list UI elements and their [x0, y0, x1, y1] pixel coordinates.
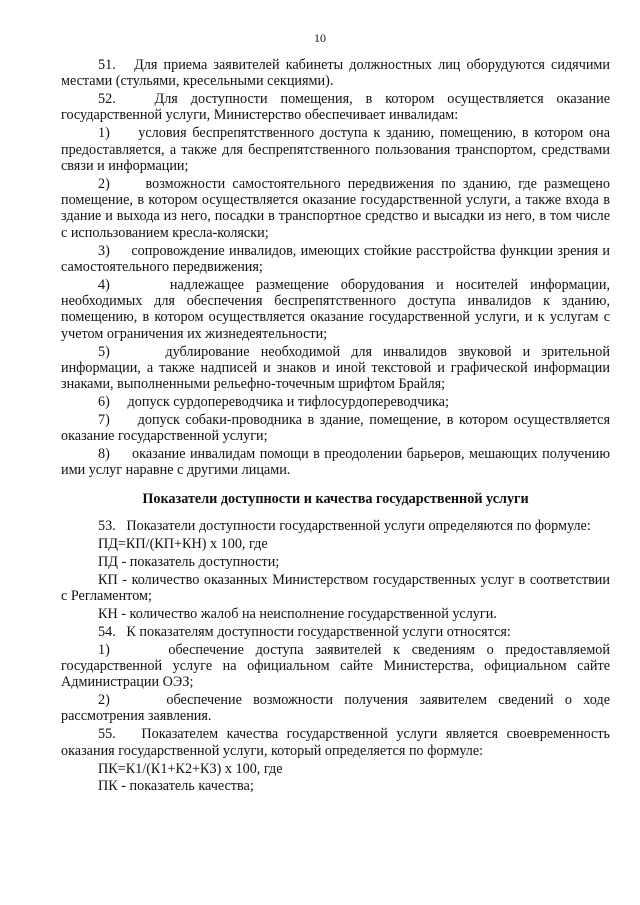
list-item-54-1: 1) обеспечение доступа заявителей к сведениям о предоставляемой государственной услуге на официальном сайте Министерства, официальном сайте Администрации ОЭЗ; [61, 641, 610, 691]
list-item-6: 6) допуск сурдопереводчика и тифлосурдопереводчика; [98, 394, 449, 411]
page-number: 10 [314, 31, 326, 45]
paragraph-55: 55. Показателем качества государственной услуги является своевременность оказания государственной услуги, который определяется по формуле: [61, 726, 610, 759]
list-item-8: 8) оказание инвалидам помощи в преодолении барьеров, мешающих получению ими услуг наравне с другими лицами. [61, 446, 610, 479]
list-item-4: 4) надлежащее размещение оборудования и носителей информации, необходимых для обеспечения беспрепятственного доступа инвалидов к зданию, помещению, в котором осуществляется оказание государственной услуги, и к услугам с учетом ограничения их жизнедеятельности; [61, 276, 610, 342]
definition-kn: КН - количество жалоб на неисполнение государственной услуги. [98, 605, 497, 622]
definition-kp: КП - количество оказанных Министерством государственных услуг в соответствии с Регламентом; [61, 571, 610, 605]
paragraph-51: 51. Для приема заявителей кабинеты должностных лиц оборудуются сидячими местами (стульями, кресельными секциями). [61, 57, 610, 90]
formula-quality: ПК=К1/(К1+К2+К3) х 100, где [98, 760, 283, 777]
list-item-5: 5) дублирование необходимой для инвалидов звуковой и зрительной информации, а также надписей и знаков и иной текстовой и графической информации знаками, выполненными рельефно-точечным шрифтом Брайля; [61, 343, 610, 393]
list-item-3: 3) сопровождение инвалидов, имеющих стойкие расстройства функции зрения и самостоятельного передвижения; [61, 242, 610, 275]
list-item-54-2: 2) обеспечение возможности получения заявителем сведений о ходе рассмотрения заявления. [61, 692, 610, 725]
paragraph-53: 53. Показатели доступности государственной услуги определяются по формуле: [98, 518, 591, 535]
definition-pk: ПК - показатель качества; [98, 778, 254, 795]
definition-pd: ПД - показатель доступности; [98, 553, 280, 570]
formula-accessibility: ПД=КП/(КП+КН) х 100, где [98, 535, 268, 552]
paragraph-52: 52. Для доступности помещения, в котором осуществляется оказание государственной услуги, Министерство обеспечивает инвалидам: [61, 91, 610, 124]
list-item-1: 1) условия беспрепятственного доступа к зданию, помещению, в котором она предоставляется, а также для беспрепятственного пользования транспортом, средствами связи и информации; [61, 125, 610, 174]
document-body [61, 57, 610, 796]
paragraph-54: 54. К показателям доступности государственной услуги относятся: [98, 623, 511, 640]
list-item-7: 7) допуск собаки-проводника в здание, помещение, в котором осуществляется оказание государственной услуги; [61, 411, 610, 445]
list-item-2: 2) возможности самостоятельного передвижения по зданию, где размещено помещение, в котором осуществляется оказание государственной услуги, а также входа в здание и выхода из него, посадки в транспортное средство и высадки из него, в том числе с использованием кресла-коляски; [61, 175, 610, 241]
section-heading: Показатели доступности и качества государственной услуги [142, 490, 529, 507]
